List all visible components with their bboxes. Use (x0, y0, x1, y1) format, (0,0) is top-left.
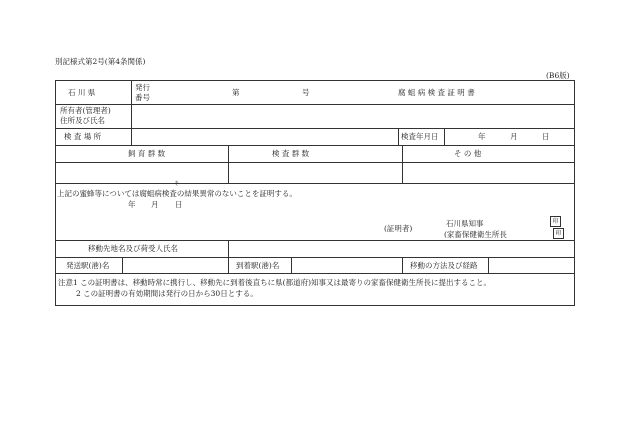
col-divider (402, 257, 403, 273)
col-divider (122, 257, 123, 273)
col-divider (131, 80, 132, 104)
inspection-date-label: 検査年月日 (401, 132, 439, 141)
departure-station-label: 発送駅(港)名 (66, 261, 110, 270)
owner-label-2: 住所及び氏名 (60, 116, 105, 125)
certifier-governor: 石川県知事 (446, 219, 484, 228)
col-divider (131, 104, 132, 145)
col-divider (398, 128, 399, 145)
inspected-colonies-header: 検 査 群 数 (272, 149, 310, 158)
prefecture-label: 石 川 県 (68, 88, 96, 97)
destination-label: 移動先地名及び荷受人氏名 (88, 244, 178, 253)
transport-method-label: 移動の方法及び経路 (410, 261, 478, 270)
other-header: そ の 他 (454, 149, 482, 158)
col-divider (402, 145, 403, 183)
seal-stamp: 印 (550, 216, 561, 227)
statement-day: 日 (175, 200, 183, 209)
note-2: 2 この証明書の有効期間は発行の日から30日とする。 (76, 289, 258, 298)
owner-label-1: 所有者(管理者) (60, 106, 111, 115)
day-label: 日 (542, 132, 550, 141)
row-divider (55, 257, 575, 258)
col-divider (291, 257, 292, 273)
month-label: 月 (510, 132, 518, 141)
form-number: 別記様式第2号(第4条関係) (55, 57, 146, 66)
note-1: 注意1 この証明書は、移動時常に携行し、移動先に到着後直ちに県(都道府)知事又は最寄りの家畜保健衛生所長に提出すること。 (58, 278, 492, 287)
dai-label: 第 (232, 88, 240, 97)
row-divider (55, 128, 575, 129)
row-divider (55, 145, 575, 146)
certifier-label: (証明者) (384, 224, 413, 233)
year-label: 年 (478, 132, 486, 141)
gou-label: 号 (302, 88, 310, 97)
row-divider (55, 273, 575, 274)
col-divider (228, 145, 229, 183)
ruby-annotation: そ (174, 181, 180, 187)
issue-label-2: 番号 (135, 93, 150, 102)
certifier-health-office: (家畜保健衛生所長 (444, 230, 507, 239)
col-divider (228, 240, 229, 257)
arrival-station-label: 到着駅(港)名 (236, 261, 280, 270)
size-note: (B6版) (546, 71, 570, 80)
row-divider (55, 104, 575, 105)
statement-year: 年 (128, 200, 136, 209)
certification-statement: 上記の蜜蜂等については腐蛆病検査の結果異常のないことを証明する。 (57, 189, 297, 198)
seal-stamp: 印 (553, 228, 564, 239)
inspection-place-label: 検 査 場 所 (64, 132, 102, 141)
certificate-title: 腐 蛆 病 検 査 証 明 書 (398, 88, 475, 97)
col-divider (228, 257, 229, 273)
col-divider (488, 257, 489, 273)
issue-label-1: 発行 (135, 83, 150, 92)
statement-month: 月 (151, 200, 159, 209)
row-divider (55, 162, 575, 163)
row-divider (55, 240, 575, 241)
col-divider (444, 128, 445, 145)
breeding-colonies-header: 飼 育 群 数 (128, 149, 166, 158)
row-divider (55, 183, 575, 184)
